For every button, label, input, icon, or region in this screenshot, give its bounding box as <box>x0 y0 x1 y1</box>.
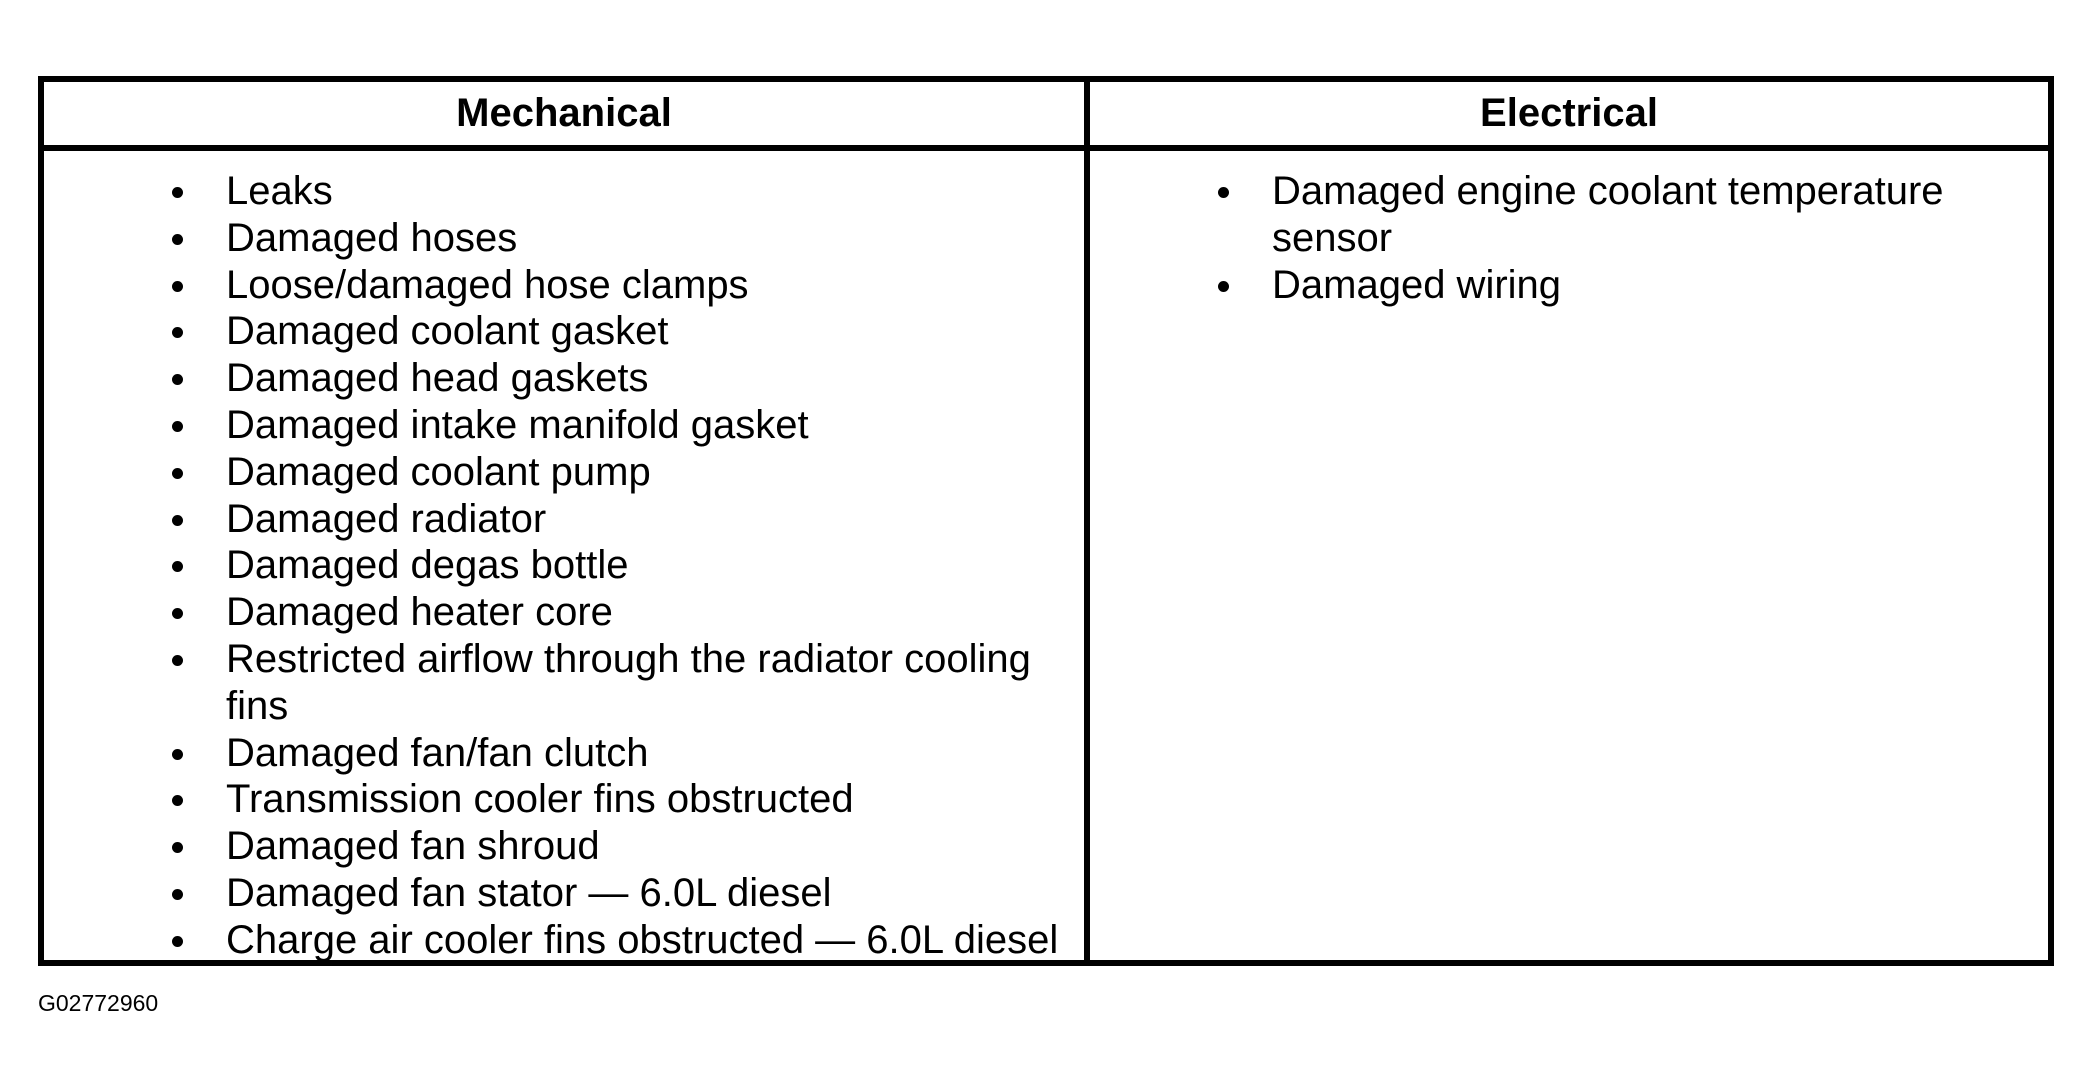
list-item <box>130 262 1080 309</box>
bullet-icon <box>172 421 183 432</box>
bullet-icon <box>172 842 183 853</box>
header-divider <box>44 145 2048 151</box>
list-item <box>130 870 1080 917</box>
bullet-icon <box>172 936 183 947</box>
bullet-icon <box>172 749 183 760</box>
list-item-text: Damaged hoses <box>226 215 518 260</box>
list-item <box>130 402 1080 449</box>
list-item <box>130 730 1080 777</box>
list-item-text: Transmission cooler fins obstructed <box>226 777 854 822</box>
list-item-text: Damaged wiring <box>1272 262 1562 307</box>
column-divider <box>1084 82 1090 960</box>
list-item <box>1176 168 2046 262</box>
bullet-icon <box>172 468 183 479</box>
list-item <box>130 542 1080 589</box>
electrical-cell <box>1176 168 2046 308</box>
bullet-icon <box>172 889 183 900</box>
list-item-text: Damaged fan shroud <box>226 824 600 869</box>
list-item-text: Damaged coolant pump <box>226 449 651 494</box>
electrical-list <box>1176 168 2046 308</box>
diagnosis-table <box>38 76 2054 966</box>
list-item <box>130 168 1080 215</box>
list-item <box>130 917 1080 964</box>
list-item <box>130 215 1080 262</box>
list-item-text: Damaged engine coolant temperature sensor <box>1272 169 1944 260</box>
list-item <box>130 636 1080 730</box>
list-item <box>130 823 1080 870</box>
list-item <box>130 589 1080 636</box>
mechanical-list <box>130 168 1080 964</box>
bullet-icon <box>172 234 183 245</box>
list-item-text: Damaged heater core <box>226 590 613 635</box>
bullet-icon <box>172 327 183 338</box>
list-item <box>130 308 1080 355</box>
bullet-icon <box>1218 281 1229 292</box>
bullet-icon <box>172 608 183 619</box>
bullet-icon <box>172 561 183 572</box>
list-item <box>130 355 1080 402</box>
list-item <box>130 449 1080 496</box>
list-item-text: Leaks <box>226 169 333 213</box>
bullet-icon <box>172 281 183 292</box>
list-item <box>130 776 1080 823</box>
list-item-text: Damaged fan stator — 6.0L diesel <box>226 870 832 915</box>
bullet-icon <box>172 374 183 385</box>
list-item-text: Loose/damaged hose clamps <box>226 262 749 307</box>
bullet-icon <box>172 515 183 526</box>
mechanical-header: Mechanical <box>456 91 672 135</box>
list-item-text: Damaged head gaskets <box>226 356 649 401</box>
electrical-header: Electrical <box>1480 91 1658 135</box>
list-item-text: Damaged fan/fan clutch <box>226 730 649 775</box>
bullet-icon <box>1218 187 1229 198</box>
list-item <box>1176 262 2046 309</box>
figure-id: G02772960 <box>38 990 159 1016</box>
list-item-text: Restricted airflow through the radiator cooling fins <box>226 636 1031 728</box>
bullet-icon <box>172 655 183 666</box>
bullet-icon <box>172 795 183 806</box>
list-item-text: Damaged intake manifold gasket <box>226 402 809 447</box>
list-item-text: Damaged coolant gasket <box>226 309 669 354</box>
list-item-text: Damaged radiator <box>226 496 547 541</box>
mechanical-cell <box>130 168 1080 964</box>
list-item <box>130 496 1080 543</box>
list-item-text: Charge air cooler fins obstructed — 6.0L diesel <box>226 917 1059 962</box>
list-item-text: Damaged degas bottle <box>226 543 629 588</box>
bullet-icon <box>172 187 183 198</box>
